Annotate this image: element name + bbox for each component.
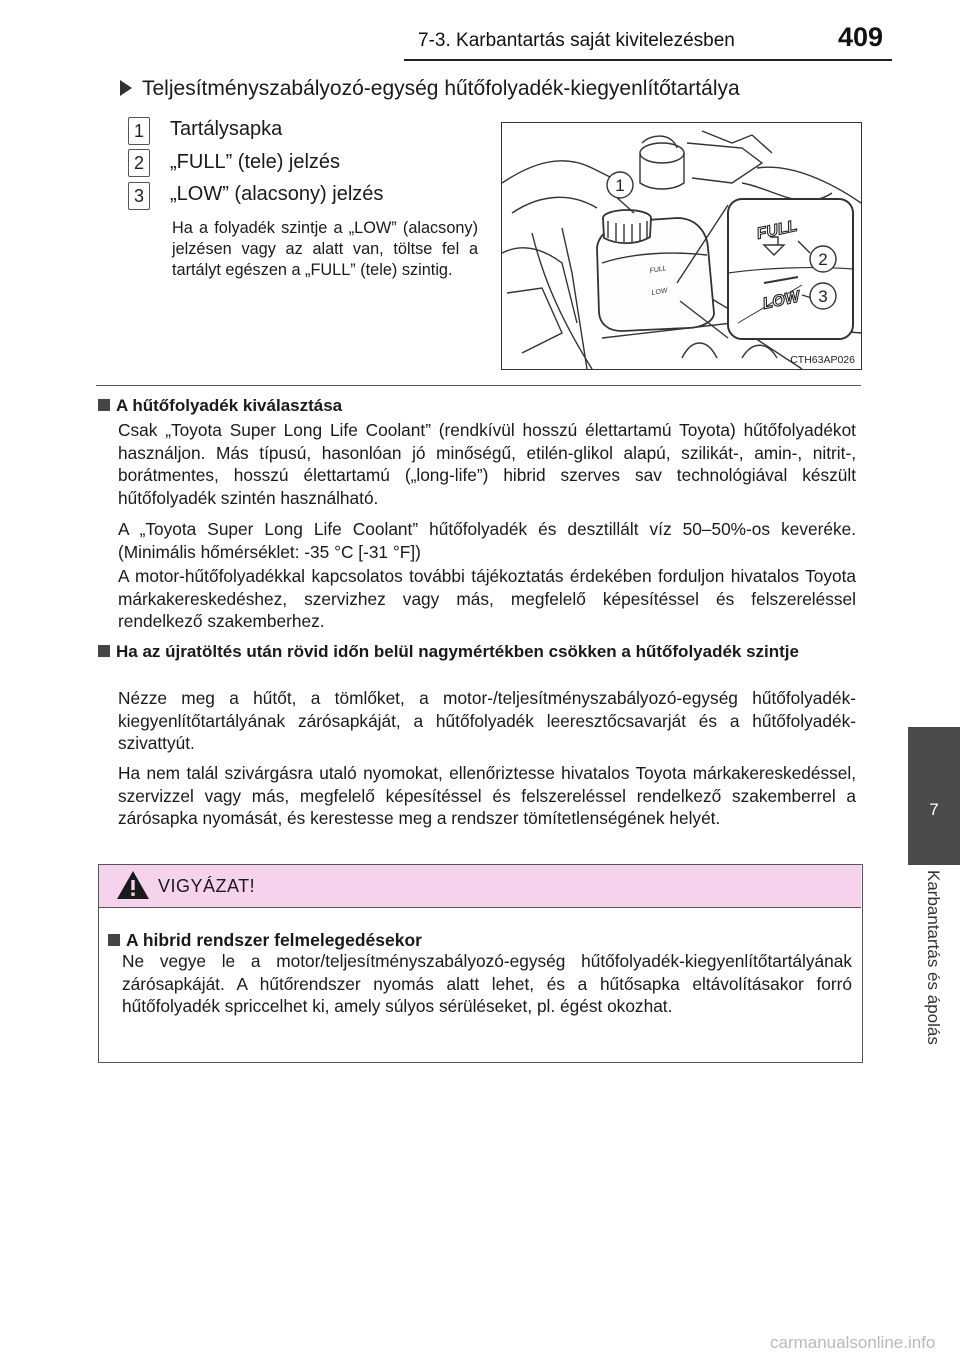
coolant-selection-paragraph-3: A motor-hűtőfolyadékkal kapcsolatos további tájékoztatás érdekében forduljon hivatalos Toyota márkakereskedéshez, szervizhez vagy más, megfelelő képesítéssel és felszereléssel rendelkező szakemberhez. — [118, 566, 856, 631]
warning-body: Ne vegye le a motor/teljesítményszabályozó-egység hűtőfolyadék-kiegyenlítőtartályának zárósapkáját. A hűtőrendszer nyomás alatt lehet, és a hűtősapka eltávolításakor forró hűtőfolyadék spriccelhet ki, amely súlyos sérüléseket, pl. égést okozhat. — [122, 951, 852, 1016]
fill-level-note: Ha a folyadék szintje a „LOW” (alacsony) jelzésen vagy az alatt van, töltse fel a tartályt egészen a „FULL” (tele) szintig. — [172, 219, 478, 279]
figure-code: CTH63AP026 — [790, 354, 855, 366]
reservoir-illustration — [501, 122, 862, 370]
warning-heading: A hibrid rendszer felmelegedésekor — [108, 930, 422, 951]
level-drop-paragraph-1: Nézze meg a hűtőt, a tömlőket, a motor-/teljesítményszabályozó-egység hűtőfolyadék-kiegyenlítőtartályának zárósapkáját, a hűtőfolyadék leeresztőcsavarját és a hűtőfolyadék-szivattyút. — [118, 688, 856, 753]
coolant-selection-paragraph-1: Csak „Toyota Super Long Life Coolant” (rendkívül hosszú élettartamú Toyota) hűtőfolyadékot használjon. Más típusú, hasonlóan jó minőségű, etilén-glikol alapú, szilikát-, amin-, nitrit-, borátmentes, hosszú élettartamú („long-life”) hibrid szerves sav technológiával készült hűtőfolyadék szintén használható. — [118, 420, 856, 508]
coolant-selection-paragraph-2: A „Toyota Super Long Life Coolant” hűtőfolyadék és desztillált víz 50–50%-os keveréke. (Minimális hőmérséklet: -35 °C [-31 °F]) — [118, 519, 856, 562]
callout-3: 3 — [818, 287, 828, 306]
chapter-title: 7-3. Karbantartás saját kivitelezésben — [418, 30, 735, 51]
legend-number-1: 1 — [128, 117, 150, 145]
legend-label-1: Tartálysapka — [170, 118, 283, 140]
legend-number-2: 2 — [128, 149, 150, 177]
section-divider — [96, 385, 861, 386]
legend-number-3: 3 — [128, 182, 150, 210]
reservoir-low-label: LOW — [651, 287, 669, 297]
page-number: 409 — [838, 22, 884, 52]
warning-triangle-icon — [116, 870, 150, 900]
reservoir-drawing — [502, 123, 861, 369]
legend-label-3: „LOW” (alacsony) jelzés — [170, 183, 384, 205]
level-drop-heading: Ha az újratöltés után rövid időn belül nagymértékben csökken a hűtőfolyadék szintje — [98, 641, 874, 663]
chapter-tab-number: 7 — [929, 800, 939, 819]
reservoir-full-label: FULL — [649, 265, 668, 275]
square-bullet-icon — [98, 645, 110, 657]
square-bullet-icon — [98, 399, 110, 411]
chapter-tab[interactable] — [908, 727, 960, 865]
full-mark: FULL — [755, 217, 799, 243]
callout-2: 2 — [818, 250, 828, 269]
triangle-bullet-icon — [120, 80, 132, 96]
coolant-selection-heading: A hűtőfolyadék kiválasztása — [98, 396, 342, 416]
low-mark: LOW — [761, 288, 802, 313]
square-bullet-icon — [108, 934, 120, 946]
footer-watermark: carmanualsonline.info — [770, 1333, 936, 1352]
legend-label-2: „FULL” (tele) jelzés — [170, 151, 341, 173]
level-drop-paragraph-2: Ha nem talál szivárgásra utaló nyomokat, ellenőriztesse hivatalos Toyota márkakereskedéssel, szervizzel vagy más, megfelelő képesítéssel és felszereléssel rendelkező szakemberrel a zárósapka nyomását, és kerestesse meg a rendszer tömítetlenségének helyét. — [118, 763, 856, 828]
callout-1: 1 — [615, 176, 625, 195]
header-rule — [404, 59, 892, 61]
chapter-side-label: Karbantartás és ápolás — [924, 870, 943, 1045]
warning-title: VIGYÁZAT! — [158, 876, 256, 896]
section-title: Teljesítményszabályozó-egység hűtőfolyadék-kiegyenlítőtartálya — [120, 77, 740, 101]
